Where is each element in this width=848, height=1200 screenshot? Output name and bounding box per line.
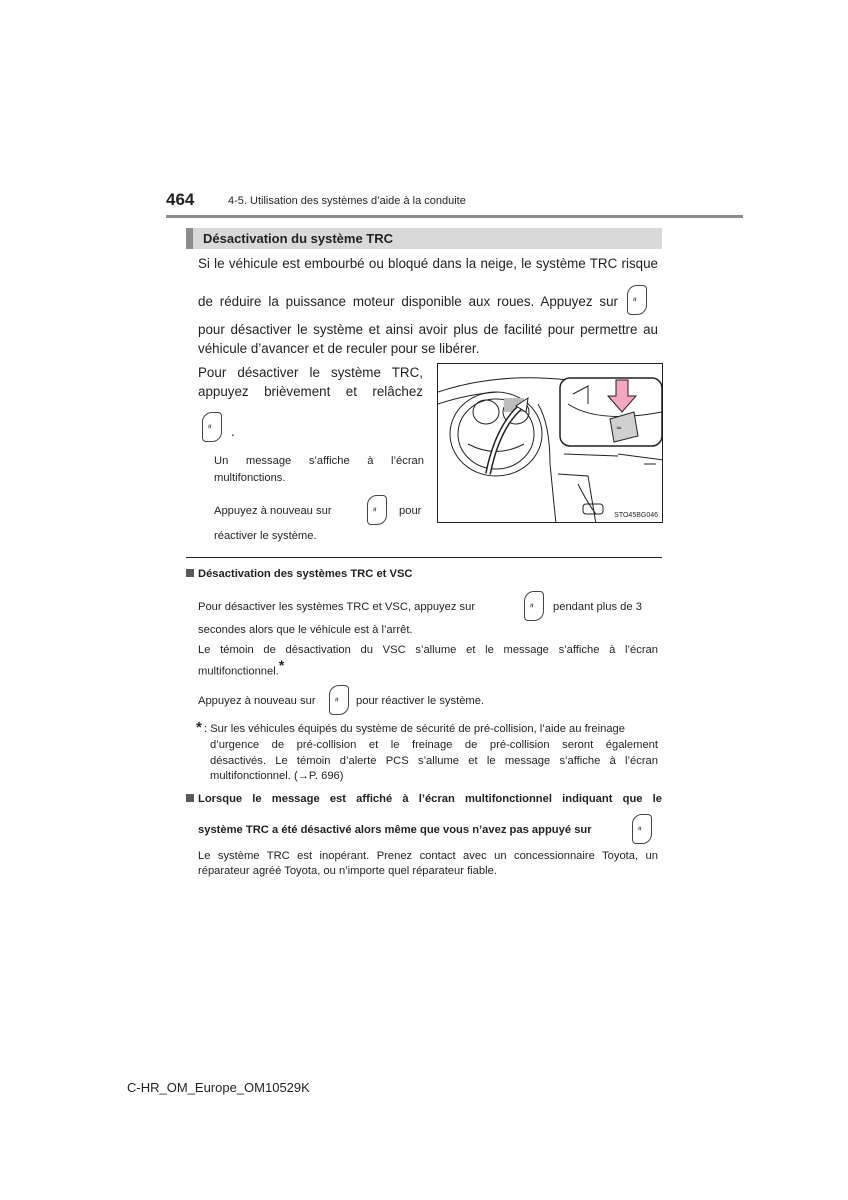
sub1-p3-part-2: pour réactiver le système. [356, 695, 485, 707]
note2-part-2: pour [399, 505, 422, 517]
trc-off-button-icon: ≈ [329, 685, 349, 715]
bullet-square-icon [186, 569, 194, 577]
section-title: Désactivation du système TRC [203, 231, 394, 246]
section-heading [186, 228, 662, 249]
chapter-title: 4-5. Utilisation des systèmes d’aide à la conduite [228, 195, 466, 207]
dashboard-figure [437, 363, 663, 523]
footnote-line-2: d’urgence de pré-collision et le freinage de pré-collision seront également [210, 739, 658, 751]
sub2-heading-line-1: Lorsque le message est affiché à l’écran multifonctionnel indiquant que le [186, 792, 662, 807]
sub1-p1-part-1: Pour désactiver les systèmes TRC et VSC, appuyez sur [198, 601, 476, 613]
step1-period: . [231, 424, 235, 439]
footnote-line-1: : Sur les véhicules équipés du système de sécurité de pré-collision, l’aide au freinage [204, 723, 626, 735]
footnote-line-3: désactivés. Le témoin d’alerte PCS s’allume et le message s’affiche à l’écran [210, 755, 658, 767]
footer-doc-code: C-HR_OM_Europe_OM10529K [127, 1080, 310, 1095]
sub1-p2-line-1: Le témoin de désactivation du VSC s’allume et le message s’affiche à l’écran [198, 644, 658, 656]
dashboard-illustration [438, 364, 663, 523]
trc-off-button-icon: ≈ [627, 285, 647, 315]
trc-off-button-icon: ≈ [632, 814, 652, 844]
section-divider [186, 557, 662, 558]
step1-line-1: Pour désactiver le système TRC, [198, 365, 423, 380]
sub2-p-line-1: Le système TRC est inopérant. Prenez contact avec un concessionnaire Toyota, un [198, 850, 658, 862]
sub1-p2-line-2: multifonctionnel.* [198, 657, 285, 678]
note2-part-1: Appuyez à nouveau sur [214, 505, 332, 517]
sub1-p1-line-2: secondes alors que le véhicule est à l’arrêt. [198, 624, 413, 636]
sub1-p3-part-1: Appuyez à nouveau sur [198, 695, 316, 707]
intro-line-4: véhicule d’avancer et de reculer pour se libérer. [198, 341, 480, 356]
footnote-line-4: multifonctionnel. (→P. 696) [210, 770, 344, 782]
sub2-p-line-2: réparateur agréé Toyota, ou n’importe quel réparateur fiable. [198, 865, 497, 877]
note1-line-2: multifonctions. [214, 472, 286, 484]
note2-line-2: réactiver le système. [214, 530, 317, 542]
trc-button-glyph-in-figure: ≈ [616, 424, 622, 432]
figure-code: STO45BG046 [614, 512, 658, 519]
sub2-heading-line-2: système TRC a été désactivé alors même que vous n’avez pas appuyé sur [198, 824, 592, 836]
step1-line-2: appuyez brièvement et relâchez [198, 384, 423, 399]
sub1-p1-part-2: pendant plus de 3 [553, 601, 642, 613]
trc-off-button-icon: ≈ [524, 591, 544, 621]
intro-line-3: pour désactiver le système et ainsi avoir plus de facilité pour permettre au [198, 322, 658, 337]
note1-line-1: Un message s’affiche à l’écran [214, 455, 424, 467]
trc-off-button-icon: ≈ [202, 412, 222, 442]
trc-off-button-icon: ≈ [367, 495, 387, 525]
page-number: 464 [166, 190, 195, 209]
intro-line-1: Si le véhicule est embourbé ou bloqué dans la neige, le système TRC risque [198, 256, 658, 271]
sub1-heading: Désactivation des systèmes TRC et VSC [186, 567, 413, 582]
footnote-asterisk: * [196, 719, 202, 736]
header-rule [166, 215, 743, 218]
bullet-square-icon [186, 794, 194, 802]
intro-line-2: de réduire la puissance moteur disponible aux roues. Appuyez sur [198, 294, 618, 309]
